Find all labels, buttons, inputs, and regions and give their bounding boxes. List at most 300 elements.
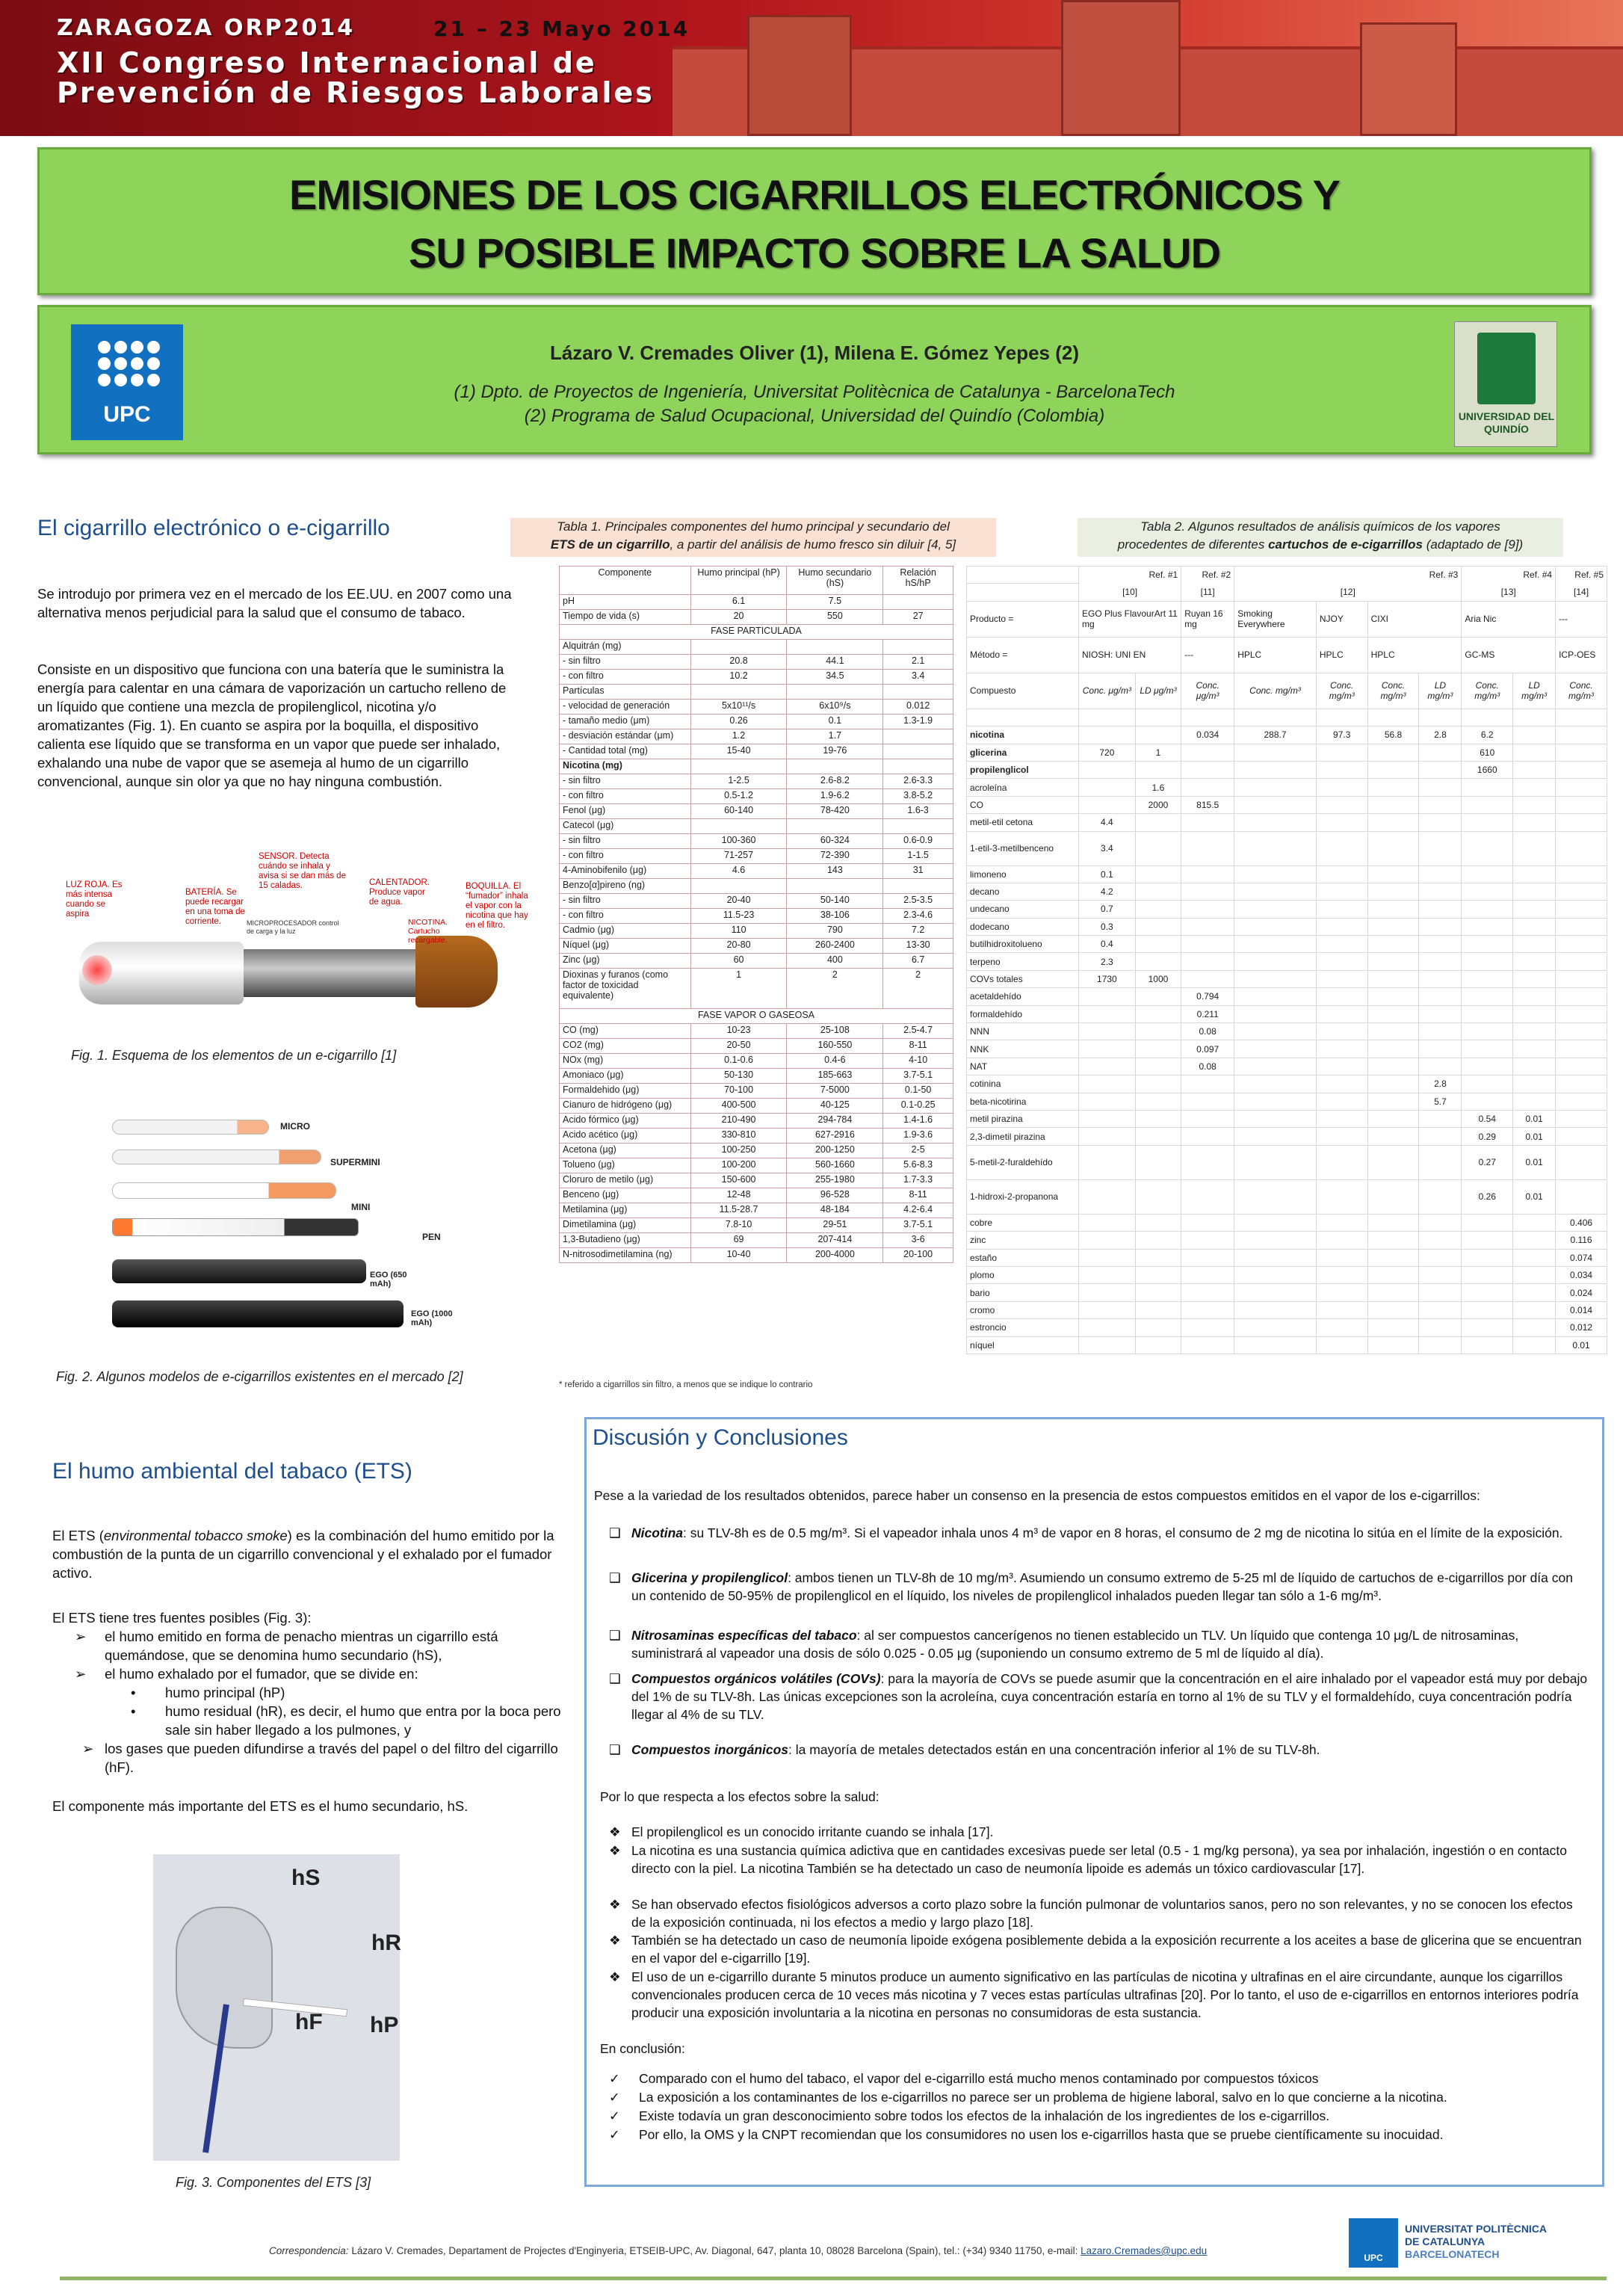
table-1-cell: 210-490 [690,1114,787,1129]
table-2-cell [1135,918,1181,935]
table-2-cell [1419,1284,1462,1301]
table-2-cell [1079,796,1136,813]
table-2-cell [1419,1005,1462,1022]
table-2-cell [1316,988,1367,1005]
table-2-cell: 1730 [1079,970,1136,987]
table-2-cell [1135,1058,1181,1075]
table-2-cell [1079,988,1136,1005]
table-2-cell [1462,779,1513,796]
label-heater: CALENTADOR. Produce vapor de agua. [369,878,430,907]
banner-orp: ORP2014 [224,15,356,41]
table-2-cell [1316,1284,1367,1301]
table-1-row [560,744,953,759]
table-1-cell: 4-Aminobifenilo (μg) [560,864,691,879]
banner-line2: XII Congreso Internacional de [57,46,597,79]
table-1-cell: 110 [690,924,787,939]
table-1-cell: 20-40 [690,894,787,909]
table-2-cell [1556,779,1607,796]
table-1-row [560,715,953,729]
table-2-cell [1316,953,1367,970]
conclusion-item: ✓ Por ello, la OMS y la CNPT recomiendan que los consumidores no usen los e-cigarrillos hasta que se pruebe científicamente su inocuidad. [609,2127,1444,2142]
table-1-cell: pH [560,595,691,610]
table-1-cell: 0.4-6 [787,1054,883,1069]
table-2-cell [1135,1301,1181,1318]
table-1-cell: Partículas [560,685,691,700]
table-1-cell: 400 [787,954,883,969]
table-2-cell: 0.01 [1513,1110,1556,1127]
table-2-cell [1234,796,1317,813]
table-2-cell [1181,1076,1234,1093]
table-2-cell [1419,1040,1462,1058]
table-1-cell: 0.012 [883,700,953,715]
table-2-product-cell: --- [1556,601,1607,637]
table-2-cell [1234,883,1317,900]
table-2-cell [1556,970,1607,987]
table-2-cell [1316,1179,1367,1214]
table-2-cell [1135,1128,1181,1145]
diamond-bullet-icon: ❖ [609,1824,621,1839]
table-1-cell: 0.1-0.25 [883,1099,953,1114]
table-1-cell: 2 [883,969,953,1009]
table-2-cell: metil-etil cetona [967,814,1079,831]
table-1-cell: 1.9-6.2 [787,789,883,804]
table-2-row [967,814,1607,831]
table-1-row [560,1099,953,1114]
table-2-cell [1367,1058,1419,1075]
table-2-cell [1316,1076,1367,1093]
table-2-cell [1316,1128,1367,1145]
table-1-cell: 200-4000 [787,1248,883,1263]
table-2-cell [1462,1058,1513,1075]
table-2-cell [1462,953,1513,970]
table-2-cell [1513,1266,1556,1283]
table-2-cell [1181,1249,1234,1266]
table-2-row [967,1023,1607,1040]
table-1-row [560,1248,953,1263]
table-1-cell: 72-390 [787,849,883,864]
table-2-method-cell: GC-MS [1462,637,1556,673]
table-2-cell [1181,1336,1234,1354]
table-2-unit-cell: Conc. mg/m³ [1367,673,1419,709]
table-2-cell [1079,1040,1136,1058]
table-2-cell [1513,1093,1556,1110]
table-1-cell: - sin filtro [560,774,691,789]
table-2-cell [1316,1319,1367,1336]
table-2-producto-row [967,601,1607,637]
table-2-cell [1513,761,1556,778]
table-2-row [967,1145,1607,1179]
conclusion-item: ✓ Comparado con el humo del tabaco, el vapor del e-cigarrillo está mucho menos contaminado por compuestos tóxicos [609,2071,1319,2086]
table-2-cell [1462,918,1513,935]
table-2-cell [1419,1336,1462,1354]
table-2-cell [1419,970,1462,987]
table-1-cell: Dimetilamina (μg) [560,1218,691,1233]
conclusion-item: ✓ La exposición a los contaminantes de los e-cigarrillos no parece ser un problema de higiene laboral, salvo en lo que concierne a la nicotina. [609,2090,1447,2105]
table-1-cell: 2.6-8.2 [787,774,883,789]
model-supermini [112,1149,321,1164]
table-2-cell: 56.8 [1367,726,1419,744]
check-icon: ✓ [609,2108,620,2123]
table-2-cell [1234,1319,1317,1336]
health-effect-item: ❖ También se ha detectado un caso de neumonía lipoide exógena posiblemente debida a la exposición recurrente a los aceites a base de glicerina que se encuentran en el vapor del e-cigarrillo [19]. [609,1933,1582,1966]
table-2-cell [1556,814,1607,831]
table-1-row [560,774,953,789]
upc-logo-dot [114,357,127,370]
table-2-cell [1419,901,1462,918]
section-heading-ets: El humo ambiental del tabaco (ETS) [52,1459,412,1484]
table-2-cell [1135,1336,1181,1354]
table-1-cell: 2.5-3.5 [883,894,953,909]
table-1-cell: 0.1-50 [883,1084,953,1099]
table-2-cell: 2.8 [1419,726,1462,744]
model-mini [112,1182,336,1199]
table-1-cell: 13-30 [883,939,953,954]
table-2-cell [1556,865,1607,883]
table-2-cell [1513,1284,1556,1301]
table-2-row [967,1110,1607,1127]
table-2-cell [1419,1058,1462,1075]
upc-logo-dot [98,357,111,370]
table-2-cell [1234,1093,1317,1110]
table-1-cell: 400-500 [690,1099,787,1114]
table-2-cell: 0.08 [1181,1058,1234,1075]
table-2-cell [1462,883,1513,900]
table-1-row [560,685,953,700]
table-2-cell [1462,709,1513,726]
table-1-cell: 10-40 [690,1248,787,1263]
table-2-cell [1234,1214,1317,1231]
table-2-cell: 610 [1462,744,1513,761]
table-1-cell: 790 [787,924,883,939]
table-2-cell: COVs totales [967,970,1079,987]
table-1-row [560,759,953,774]
table-2-row [967,865,1607,883]
table-1-cell: 10.2 [690,670,787,685]
table-2-row [967,1005,1607,1022]
table-2-cell [1316,1005,1367,1022]
table-2-row [967,970,1607,987]
table-1-cell: 4.2-6.4 [883,1203,953,1218]
table-2-row [967,1179,1607,1214]
table-1-row [560,1054,953,1069]
table-1-cell: 4.6 [690,864,787,879]
table-2-cell: estaño [967,1249,1079,1266]
table-2-cell [1462,970,1513,987]
table-1-cell: 60 [690,954,787,969]
table-1-cell [883,729,953,744]
table-2-cell [1079,1266,1136,1283]
table-2-cell [1367,1093,1419,1110]
table-2-cell: 2000 [1135,796,1181,813]
ets-sources-intro: El ETS tiene tres fuentes posibles (Fig. 3): [52,1610,312,1626]
table-2-cell [1513,970,1556,987]
table-2-cell [1419,779,1462,796]
table-1-cell: 8-11 [883,1039,953,1054]
table-2-product-cell: Aria Nic [1462,601,1556,637]
table-2-cell [1462,1005,1513,1022]
banner-city: ZARAGOZA [57,15,214,41]
table-2-cell [1367,1319,1419,1336]
table-2-cell: 5.7 [1419,1093,1462,1110]
table-2-cell [1556,953,1607,970]
table-2-cell [1181,865,1234,883]
table-1-cell: 2.6-3.3 [883,774,953,789]
table-1-cell [883,640,953,655]
table-2-cell [1135,1076,1181,1093]
discussion-item: ❑ Glicerina y propilenglicol: ambos tienen un TLV-8h de 10 mg/m³. Asumiendo un consumo extremo de 5-25 ml de líquido de cartuchos de e-cigarrillos por día con un contenido de 50-95% de propilenglicol en el líquido, los niveles de propilenglicol inhalados pueden llegar tan sólo a 1-6 mg/m³. [609,1570,1573,1603]
table-2-cell [1367,1128,1419,1145]
label-hr: hR [371,1931,401,1955]
table-2-cell: 4.4 [1079,814,1136,831]
table-2-cell: 0.116 [1556,1232,1607,1249]
table-2-cell [1316,814,1367,831]
table-2-product-cell: NJOY [1316,601,1367,637]
table-2-cell [1135,761,1181,778]
table-1-cell: 31 [883,864,953,879]
table-2-cell [1234,1076,1317,1093]
author-names: Lázaro V. Cremades Oliver (1), Milena E. Gómez Yepes (2) [549,342,1080,364]
table-2-cell [1181,1145,1234,1179]
table-1-cell [787,879,883,894]
ets-source-2a: • humo principal (hP) [131,1685,285,1700]
table-1-row [560,1084,953,1099]
table-1-cell: 3.8-5.2 [883,789,953,804]
table-2-cell: níquel [967,1336,1079,1354]
table-2-cell [1367,1023,1419,1040]
table-2-cell: 0.29 [1462,1128,1513,1145]
table-2-cell [1556,1145,1607,1179]
table-2-cell [1419,1249,1462,1266]
table-2-cell [1316,1336,1367,1354]
table-1 [559,566,953,1263]
table-2-cell [1181,831,1234,865]
table-1-row [560,1218,953,1233]
table-2-cell: 720 [1079,744,1136,761]
ets-main-component: El componente más importante del ETS es el humo secundario, hS. [52,1798,469,1814]
table-2-cell [1316,831,1367,865]
table-2-cell [1316,1249,1367,1266]
table-1-cell: 40-125 [787,1099,883,1114]
table-2-cell: terpeno [967,953,1079,970]
table-1-cell: 50-140 [787,894,883,909]
table-1-cell: 3.7-5.1 [883,1069,953,1084]
table-2-cell [1367,865,1419,883]
label-hf: hF [295,2010,323,2034]
banner-tower [1360,22,1457,136]
table-2-cell: 0.01 [1513,1145,1556,1179]
table-2-cell [1419,1319,1462,1336]
table-2-cell [1316,918,1367,935]
discussion-item: ❑ Nitrosaminas específicas del tabaco: al ser compuestos cancerígenos no tienen establecido un TLV. Un líquido que contenga 10 μg/L de nitrosaminas, suministrará al vapeador una dosis de sólo 0.025 - 0.05 μg (suponiendo un consumo extremo de 5 ml de líquido al día). [609,1628,1519,1661]
ecig-description-text: Consiste en un dispositivo que funciona con una batería que le suministra la energía para calentar en una cámara de vaporización un cartucho relleno de un líquido que contiene una mezcla de propilenglicol, nicotina y/o aromatizantes (Fig. 1). En cuanto se aspira por la boquilla, el dispositivo calienta ese líquido que se transforma en un vapor que puede ser inhalado, exhalando una nube de vapor que se asemeja al humo de un cigarrillo convencional, aunque sin olor ya que no hay ninguna combustión. [37,661,507,789]
table-1-cell: 8-11 [883,1188,953,1203]
table-2-cell [1234,901,1317,918]
table-1-cell: 2-5 [883,1144,953,1158]
table-2-cell [1135,883,1181,900]
table-2-cell [1181,1179,1234,1214]
table-1-header-row [560,567,953,595]
table-2-cell [1234,1266,1317,1283]
table-2-ref-cell: Ref. #4 [1462,567,1556,584]
table-1-cell: 69 [690,1233,787,1248]
table-1-cell: Acetona (μg) [560,1144,691,1158]
table-2-cell: 0.034 [1556,1266,1607,1283]
table-1-cell: 255-1980 [787,1173,883,1188]
table-2-cell [1513,936,1556,953]
table-2-cell: metil pirazina [967,1110,1079,1127]
table-1-cell [787,819,883,834]
table-2-cell: cotinina [967,1076,1079,1093]
table-1-cell [787,640,883,655]
table-1-cell: Cadmio (μg) [560,924,691,939]
ecig-intro-text: Se introdujo por primera vez en el mercado de los EE.UU. en 2007 como una alternativa menos perjudicial para la salud que el consumo de tabaco. [37,586,512,620]
table-1-row [560,954,953,969]
table-2-cell [1367,970,1419,987]
table-2-cell: 6.2 [1462,726,1513,744]
upc-logo-dot [147,357,160,370]
table-2-cell: 0.3 [1079,918,1136,935]
upc-logo-dot [147,341,160,354]
table-2-cell [1234,1023,1317,1040]
table-1-cell [690,759,787,774]
table-2-cell [1462,1249,1513,1266]
table-2-cell [1556,1076,1607,1093]
table-2-cell: 1-etil-3-metilbenceno [967,831,1079,865]
table-2-cell [1462,1076,1513,1093]
table-2-cell [1135,1284,1181,1301]
table-2-row [967,883,1607,900]
discussion-intro: Pese a la variedad de los resultados obtenidos, parece haber un consenso en la presencia de estos compuestos emitidos en el vapor de los e-cigarrillos: [594,1488,1480,1503]
conference-banner [0,0,1623,136]
table-2-cell [1462,1040,1513,1058]
table-2-cell [1513,953,1556,970]
table-2-cell: 0.034 [1181,726,1234,744]
table-2-cell [1135,1266,1181,1283]
table-2-cell [1135,988,1181,1005]
footer-contact: Correspondencia: Lázaro V. Cremades, Departament de Projectes d'Enginyeria, ETSEIB-UPC, Av. Diagonal, 647, planta 10, 08028 Barcelona (Spain), tel.: (+34) 9340 11750, e-mail: Lazaro.Cremades@upc.edu [269,2245,1208,2256]
label-hp: hP [370,2013,399,2037]
table-2-cell: CO [967,796,1079,813]
table-2-cell [1234,744,1317,761]
table-2-unit-cell: Conc. μg/m³ [1079,673,1136,709]
table-1-row [560,1188,953,1203]
table-1-cell: 48-184 [787,1203,883,1218]
ets-source-1: ➢ el humo emitido en forma de penacho mientras un cigarrillo está quemándose, que se denomina humo secundario (hS), [75,1629,498,1663]
table-1-row [560,729,953,744]
table-2-cell [1367,779,1419,796]
table-2-cell [1135,709,1181,726]
table-2-cell: acroleína [967,779,1079,796]
table-2-cell [1513,1336,1556,1354]
table-2-cell [1316,796,1367,813]
table-2-unit-cell: LD mg/m³ [1513,673,1556,709]
table-2-cell [1556,1023,1607,1040]
table-2-cell [1135,901,1181,918]
label-battery: BATERÍA. Se puede recargar en una toma de corriente. [185,888,245,926]
figure-1-caption: Fig. 1. Esquema de los elementos de un e-cigarrillo [1] [71,1048,397,1063]
table-1-cell: 1.4-1.6 [883,1114,953,1129]
label-nicotine: NICOTINA. Cartucho recargable. [408,918,448,945]
check-icon: ✓ [609,2127,620,2142]
label-mouthpiece: BOQUILLA. El “fumador” inhala el vapor con la nicotina que hay en el filtro. [466,882,528,930]
table-1-header-cell: Relación hS/hP [883,567,953,595]
table-1-row [560,1173,953,1188]
table-1-row [560,789,953,804]
upc-logo-dot [98,374,111,386]
table-1-header-cell: Componente [560,567,691,595]
table-2-cell [1556,1040,1607,1058]
table-1-cell: 70-100 [690,1084,787,1099]
table-1-row [560,1009,953,1024]
table-2-cell [1135,936,1181,953]
table-1-cell: 20 [690,610,787,625]
table-1-row [560,1203,953,1218]
table-2-cell [1556,1058,1607,1075]
diamond-bullet-icon: ❖ [609,1933,621,1948]
table-2-row [967,1040,1607,1058]
table-1-section-cell: FASE VAPOR O GASEOSA [560,1009,953,1024]
table-2-row [967,1249,1607,1266]
table-1-cell: 1.6-3 [883,804,953,819]
table-1-cell: 1.2 [690,729,787,744]
checkbox-bullet-icon: ❑ [609,1525,621,1540]
table-2-cell: estroncio [967,1319,1079,1336]
table-1-row [560,819,953,834]
table-1-cell: 38-106 [787,909,883,924]
table-2-cell [1079,1179,1136,1214]
table-2-row-label: Producto = [967,601,1079,637]
table-2-cell [1513,726,1556,744]
table-2-cell [1234,865,1317,883]
table-1-row [560,864,953,879]
ecig-cartridge [415,936,498,1007]
table-1-cell: 20-80 [690,939,787,954]
table-2-cell [1234,1336,1317,1354]
table-2-cell [1419,1145,1462,1179]
table-2-cell [1181,918,1234,935]
table-2-row [967,1128,1607,1145]
table-2-cell [1419,1128,1462,1145]
table-2-cell [1367,709,1419,726]
table-1-cell [883,744,953,759]
table-2-cell [1513,1301,1556,1318]
table-1-row [560,1024,953,1039]
table-2-cell [1135,1179,1181,1214]
table-2-unit-cell: Conc. mg/m³ [1556,673,1607,709]
table-2-cell [1181,1319,1234,1336]
table-2-cell [1513,831,1556,865]
table-2-cell [1079,761,1136,778]
table-1-cell: - con filtro [560,670,691,685]
table-2-cell [1367,1005,1419,1022]
table-2-cell [1234,918,1317,935]
contact-email-link[interactable]: Lazaro.Cremades@upc.edu [1081,2245,1208,2256]
table-2-cell: 0.4 [1079,936,1136,953]
table-1-cell: 1.7-3.3 [883,1173,953,1188]
model-ego-650 [112,1259,366,1283]
table-1-cell: 6.7 [883,954,953,969]
table-2-cell [1079,1249,1136,1266]
table-1-cell: Alquitrán (mg) [560,640,691,655]
table-2-cell: 0.211 [1181,1005,1234,1022]
table-2-cell [1513,901,1556,918]
table-1-row [560,939,953,954]
table-1-cell: 1.9-3.6 [883,1129,953,1144]
table-2-unit-cell: Conc. mg/m³ [1462,673,1513,709]
table-2-cell [1135,1214,1181,1231]
table-2-cell [1419,709,1462,726]
table-2-cell [1513,779,1556,796]
